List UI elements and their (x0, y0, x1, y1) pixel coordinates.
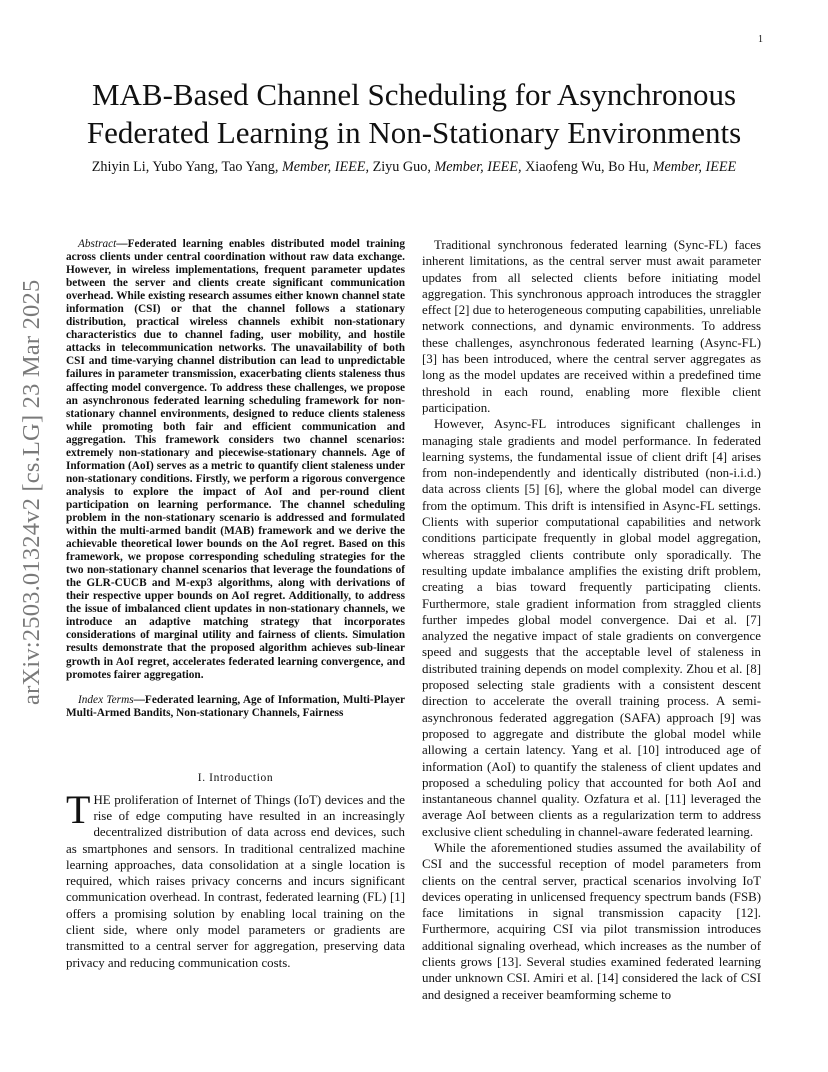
author-role-1: Member, IEEE, (281, 159, 370, 175)
index-terms (66, 694, 405, 720)
intro-text: HE proliferation of Internet of Things (IoT) devices and the rise of edge computing have resulted in an increasingly decentralized distribution of data across end devices, such as smartphones and sensors. In traditional centralized machine learning approaches, data consolidation at a single location is required, which raises privacy concerns and incurs significant communication overhead. In contrast, federated learning (FL) [1] offers a promising solution by enabling local training on the client side, where only model parameters or gradients are transmitted to a central server for aggregation, preserving data privacy and reducing communication costs. (66, 792, 405, 970)
intro-paragraph (66, 786, 405, 971)
body-paragraph: Traditional synchronous federated learning (Sync-FL) faces inherent limitations, as the central server must await parameter updates from all selected clients before initiating model aggregation. This synchronous approach introduces the straggler effect [2] due to heterogeneous computing capabilities, unreliable network connections, and dynamic environments. To address these challenges, asynchronous federated learning (Async-FL) [3] has been introduced, where the central server aggregates as long as the model updates are received within a predefined time threshold in each round, enabling more flexible client participation. (422, 238, 761, 415)
author-names-3: Xiaofeng Wu, Bo Hu, (525, 159, 650, 175)
abstract-label: Abstract (78, 238, 117, 250)
arxiv-identifier: arXiv:2503.01324v2 [cs.LG] 23 Mar 2025 (18, 279, 45, 705)
index-terms-text: —Federated learning, Age of Information, Multi-Player Multi-Armed Bandits, Non-stationary Channels, Fairness (66, 693, 405, 719)
page-number: 1 (758, 34, 763, 45)
author-role-3: Member, IEEE (652, 159, 737, 175)
abstract (66, 238, 405, 682)
body-paragraph: However, Async-FL introduces significant challenges in managing stale gradients and model performance. In federated learning systems, the fundamental issue of client drift [4] arises from non-independently and identically distributed (non-i.i.d.) data across clients [5] [6], where the global model can diverge from the optimum. This drift is intensified in Async-FL settings. Clients with superior computational capabilities and network conditions participate frequently in global model aggregation, whereas straggled clients contribute only sporadically. The resulting update imbalance amplifies the existing drift problem, creating a bias toward frequently participating clients. Furthermore, stale gradient information from straggled clients further impedes global model convergence. Dai et al. [7] analyzed the negative impact of stale gradients on convergence speed and suggests that the acceptable level of staleness in distributed training depends on model complexity. Zhou et al. [8] proposed selecting stale gradients with a consistent descent direction to accelerate the overall training process. A semi-asynchronous federated aggregation (SAFA) approach [9] was proposed to aggregate and distribute the global model while allowing a certain latency. Yang et al. [10] introduced age of information (AoI) to quantify the staleness of client updates and proposed a scheduling policy that accounted for both AoI and instantaneous channel quality. Ozfatura et al. [11] leveraged the average AoI between clients as a regularization term to address exclusive client scheduling in channel-aware federated learning. (422, 417, 761, 839)
title-line-1: MAB-Based Channel Scheduling for Asynchronous (91, 77, 737, 112)
abstract-text: —Federated learning enables distributed model training across clients under central coordination without raw data exchange. However, in wireless implementations, frequent parameter updates between the server and clients create significant communication overhead. While existing research assumes either known channel state information (CSI) or that the channel follows a stationary distribution, practical wireless channels exhibit non-stationary characteristics due to channel fading, user mobility, and hostile attacks in telecommunication networks. The unavailability of both CSI and time-varying channel distribution can lead to unpredictable failures in parameter transmission, exacerbating clients staleness thus affecting model convergence. To address these challenges, we propose an asynchronous federated learning scheduling framework for non-stationary channel environments, designed to reduce clients staleness while promoting both fair and efficient communication and aggregation. This framework considers two channel scenarios: extremely non-stationary and piecewise-stationary channels. Age of Information (AoI) serves as a metric to quantify client staleness under non-stationary conditions. Firstly, we perform a rigorous convergence analysis to explore the impact of AoI and per-round client participation on learning performance. The channel scheduling problem in the non-stationary scenario is addressed and formulated within the multi-armed bandit (MAB) framework and we derive the achievable theoretical lower bounds on the AoI regret. Based on this framework, we propose corresponding scheduling strategies for the two non-stationary channel scenarios that leverage the foundations of the GLR-CUCB and M-exp3 algorithms, along with derivations of their respective upper bounds on AoI regret. Additionally, to address the issue of imbalanced client updates in non-stationary channels, we introduce an adaptive matching strategy that incorporates considerations of marginal utility and fairness of clients. Simulation results demonstrate that the proposed algorithm achieves sub-linear growth in AoI regret, accelerates federated learning convergence, and promotes fairer aggregation. (66, 238, 405, 681)
right-column (422, 237, 761, 1003)
body-paragraph: While the aforementioned studies assumed the availability of CSI and the successful reception of model parameters from clients on the central server, practical scenarios involving IoT devices operating in unlicensed frequency spectrum bands (FSB) face limitations in signal transmission capacity [12]. Furthermore, acquiring CSI via pilot transmission introduces additional signaling overhead, which increases as the number of clients grows [13]. Several studies examined federated learning under unknown CSI. Amiri et al. [14] considered the lack of CSI and designed a receiver beamforming scheme to (422, 840, 761, 1002)
section-heading: I. Introduction (197, 771, 274, 784)
paper-title (40, 76, 788, 152)
author-role-2: Member, IEEE, (434, 159, 522, 175)
author-list (40, 159, 788, 176)
author-names-2: Ziyu Guo, (372, 159, 431, 175)
index-terms-label: Index Terms (78, 693, 134, 706)
title-line-2: Federated Learning in Non-Stationary Environments (86, 115, 742, 150)
drop-cap: T (66, 786, 91, 832)
author-names-1: Zhiyin Li, Yubo Yang, Tao Yang, (91, 159, 279, 175)
left-column (66, 238, 405, 971)
